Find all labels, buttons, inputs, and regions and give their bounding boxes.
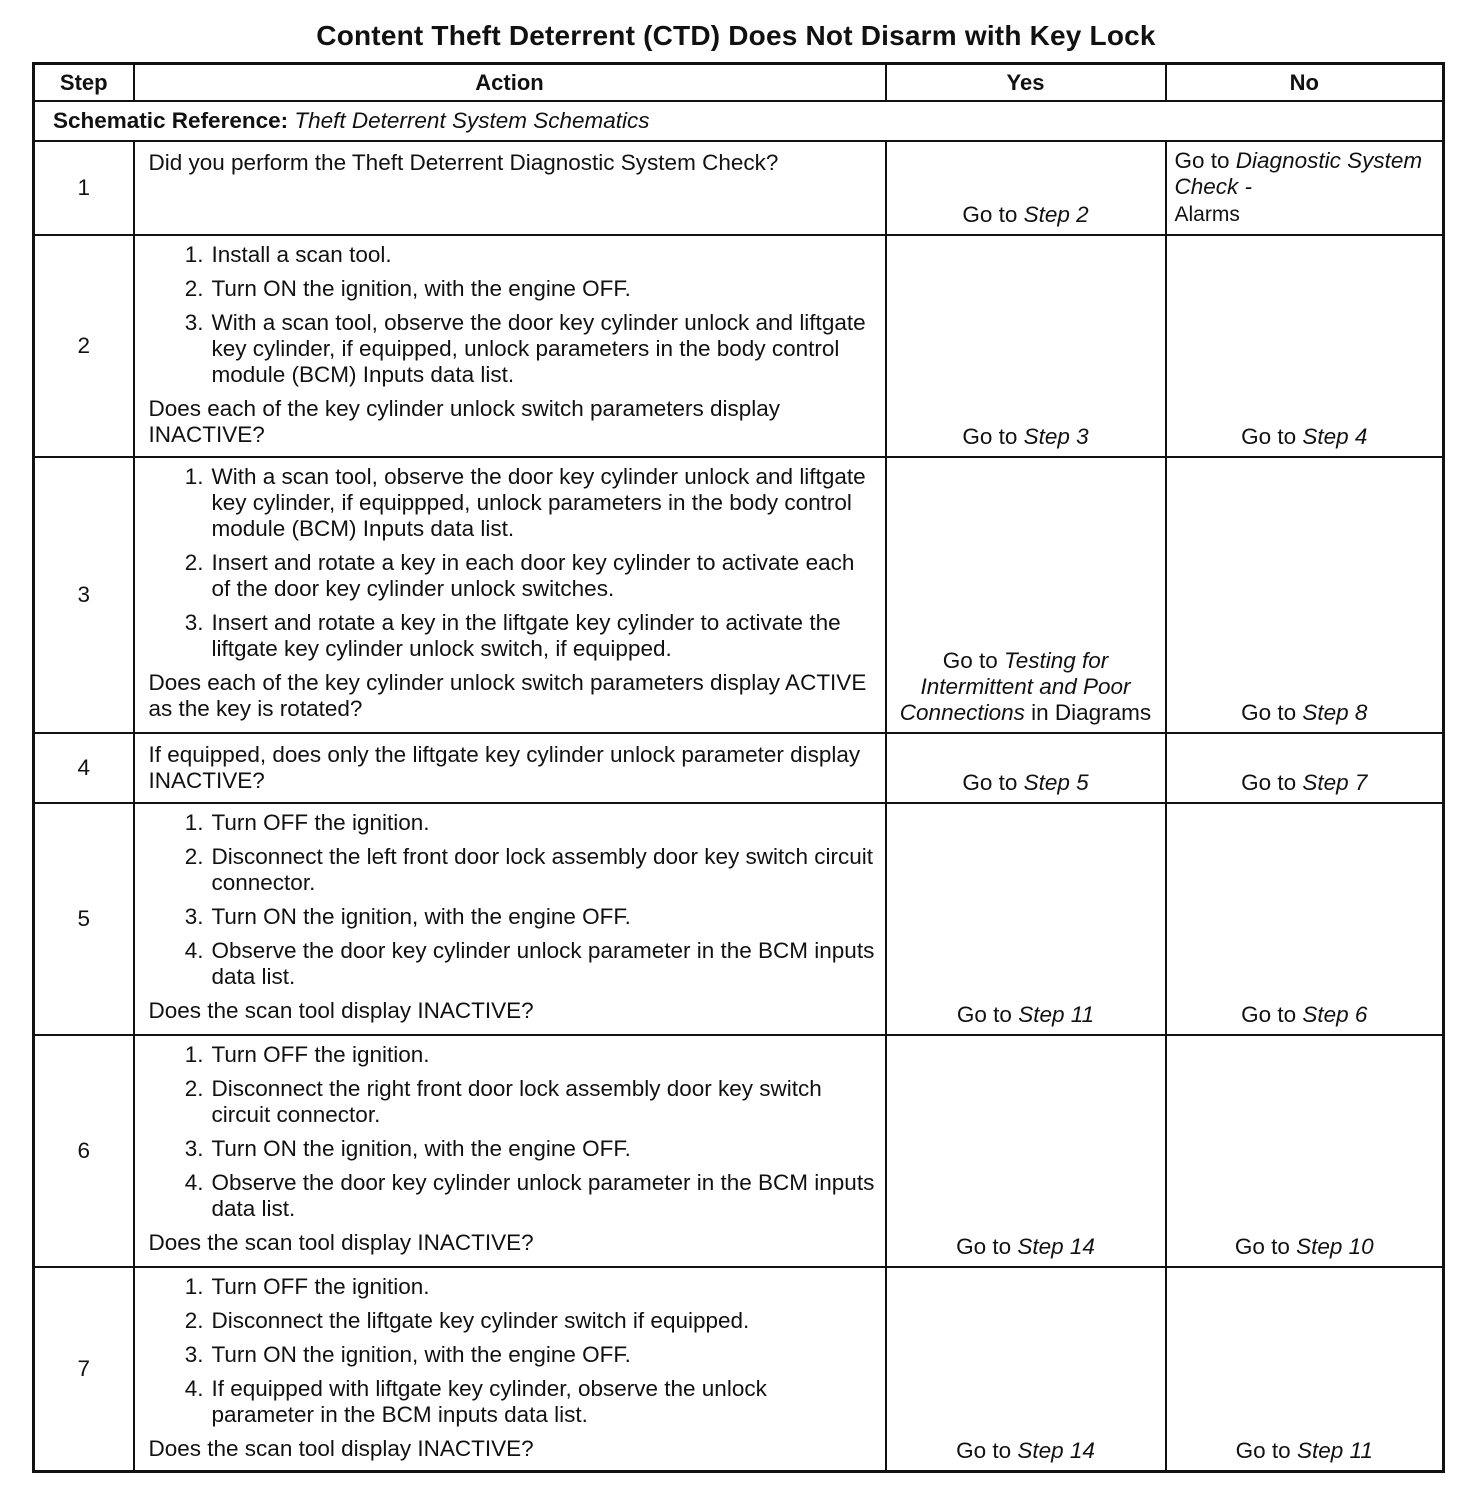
action-item-text: Observe the door key cylinder unlock parameter in the BCM inputs data list.: [211, 938, 875, 989]
step-row: [34, 1035, 1444, 1267]
schematic-reference: [34, 101, 1444, 141]
action-item-text: Turn ON the ignition, with the engine OFF.: [211, 276, 631, 301]
no-link[interactable]: Diagnostic System Check -: [1174, 148, 1423, 199]
action-item-number: 2.: [184, 1308, 204, 1333]
yes-link[interactable]: Step 14: [1017, 1438, 1095, 1463]
yes-prefix: Go to: [942, 648, 1005, 673]
diagnostic-table: [32, 62, 1445, 1473]
no-result: [1166, 733, 1444, 803]
action-item: [149, 1308, 875, 1334]
action-item-number: 2.: [184, 844, 204, 869]
action-item: [149, 810, 875, 836]
schematic-reference-label: Schematic Reference:: [53, 108, 289, 133]
action-item-text: Disconnect the left front door lock assembly door key switch circuit connector.: [211, 844, 874, 895]
action-item: [149, 1376, 875, 1428]
yes-link[interactable]: Testing for Intermittent and Poor Connections: [899, 648, 1131, 725]
yes-result: [886, 457, 1166, 733]
no-prefix: Go to: [1234, 1234, 1297, 1259]
action-item: [149, 844, 875, 896]
action-item-number: 2.: [184, 276, 204, 301]
no-prefix: Go to: [1174, 148, 1236, 173]
action-item: [149, 904, 875, 930]
action-item-number: 4.: [184, 1376, 204, 1401]
action-item: [149, 310, 875, 388]
action-item-number: 1.: [184, 810, 204, 835]
step-row: [34, 235, 1444, 457]
yes-prefix: Go to: [956, 1438, 1018, 1463]
action-item-number: 3.: [184, 310, 204, 335]
page-title: Content Theft Deterrent (CTD) Does Not Disarm with Key Lock: [316, 20, 1156, 51]
schematic-reference-row: [34, 101, 1444, 141]
step-action: [134, 1035, 886, 1267]
action-item-number: 3.: [184, 1342, 204, 1367]
step-question: Did you perform the Theft Deterrent Diagnostic System Check?: [148, 150, 779, 175]
no-prefix: Go to: [1241, 424, 1303, 449]
action-item: [149, 1274, 875, 1300]
action-item-text: Install a scan tool.: [211, 242, 392, 267]
yes-result: [886, 235, 1166, 457]
action-item: [149, 1076, 875, 1128]
yes-prefix: Go to: [962, 202, 1024, 227]
no-prefix: Go to: [1241, 770, 1303, 795]
step-number: 7: [34, 1267, 134, 1472]
step-number: 1: [34, 141, 134, 235]
action-item-number: 1.: [184, 464, 204, 489]
action-item-text: With a scan tool, observe the door key cylinder unlock and liftgate key cylinder, if equippped, unlock parameters in the body control module (BCM) Inputs data list.: [211, 464, 866, 541]
yes-suffix-doc: Diagrams: [1054, 700, 1152, 725]
yes-result: [886, 803, 1166, 1035]
yes-result: [886, 733, 1166, 803]
no-result: [1166, 1035, 1444, 1267]
no-link[interactable]: Step 10: [1296, 1234, 1374, 1259]
header-row: [34, 64, 1444, 102]
no-result-block: [1175, 148, 1435, 200]
action-item-text: Turn ON the ignition, with the engine OFF.: [211, 1136, 631, 1161]
yes-prefix: Go to: [962, 770, 1024, 795]
step-row: [34, 1267, 1444, 1472]
step-number: 3: [34, 457, 134, 733]
step-question: Does the scan tool display INACTIVE?: [148, 998, 534, 1023]
no-prefix: Go to: [1241, 700, 1303, 725]
step-action: [134, 235, 886, 457]
no-link[interactable]: Step 11: [1296, 1438, 1373, 1463]
action-item-number: 2.: [184, 1076, 204, 1101]
action-item-text: Turn OFF the ignition.: [211, 1274, 430, 1299]
step-action: [134, 457, 886, 733]
action-item: [149, 610, 875, 662]
action-item-number: 2.: [184, 550, 204, 575]
header-no: No: [1166, 64, 1444, 102]
yes-prefix: Go to: [962, 424, 1024, 449]
no-prefix: Go to: [1235, 1438, 1297, 1463]
header-step: Step: [34, 64, 134, 102]
no-link[interactable]: Step 6: [1302, 1002, 1368, 1027]
action-item-number: 4.: [184, 938, 204, 963]
yes-link[interactable]: Step 14: [1017, 1234, 1095, 1259]
action-item-text: Turn OFF the ignition.: [211, 810, 430, 835]
no-link[interactable]: Step 4: [1302, 424, 1368, 449]
no-result: [1166, 235, 1444, 457]
yes-result: [886, 1035, 1166, 1267]
action-item-text: Turn ON the ignition, with the engine OFF.: [211, 1342, 631, 1367]
action-item: [149, 1170, 875, 1222]
no-result: [1166, 141, 1444, 235]
action-item-text: Turn ON the ignition, with the engine OFF.: [211, 904, 631, 929]
step-number: 4: [34, 733, 134, 803]
no-suffix: Alarms: [1174, 203, 1240, 226]
step-row: [34, 733, 1444, 803]
action-item-number: 3.: [184, 1136, 204, 1161]
step-number: 2: [34, 235, 134, 457]
action-item-text: Turn OFF the ignition.: [211, 1042, 430, 1067]
step-question: Does each of the key cylinder unlock switch parameters display INACTIVE?: [148, 396, 781, 447]
action-item: [149, 464, 875, 542]
action-item: [149, 1342, 875, 1368]
action-item-number: 1.: [184, 1042, 204, 1067]
step-question: Does the scan tool display INACTIVE?: [148, 1230, 534, 1255]
step-number: 5: [34, 803, 134, 1035]
action-item-number: 4.: [184, 1170, 204, 1195]
action-item-text: Insert and rotate a key in the liftgate key cylinder to activate the liftgate key cylinder unlock switch, if equipped.: [211, 610, 841, 661]
action-item-number: 1.: [184, 1274, 204, 1299]
no-link[interactable]: Step 7: [1302, 770, 1368, 795]
action-item-text: If equipped with liftgate key cylinder, observe the unlock parameter in the BCM inputs data list.: [211, 1376, 767, 1427]
action-item: [149, 1136, 875, 1162]
action-item-text: Observe the door key cylinder unlock parameter in the BCM inputs data list.: [211, 1170, 875, 1221]
step-row: [34, 141, 1444, 235]
action-item: [149, 242, 875, 268]
action-item-text: With a scan tool, observe the door key cylinder unlock and liftgate key cylinder, if equipped, unlock parameters in the body control module (BCM) Inputs data list.: [211, 310, 866, 387]
yes-link[interactable]: Step 11: [1018, 1002, 1095, 1027]
step-question: Does the scan tool display INACTIVE?: [148, 1436, 534, 1461]
step-action: [134, 1267, 886, 1472]
step-action: [134, 803, 886, 1035]
header-yes: Yes: [886, 64, 1166, 102]
yes-link[interactable]: Step 2: [1023, 202, 1089, 227]
action-item: [149, 550, 875, 602]
action-item: [149, 1042, 875, 1068]
action-item: [149, 938, 875, 990]
action-item-number: 3.: [184, 610, 204, 635]
no-result: [1166, 803, 1444, 1035]
no-result: [1166, 1267, 1444, 1472]
action-item-number: 3.: [184, 904, 204, 929]
step-question: If equipped, does only the liftgate key cylinder unlock parameter display INACTIVE?: [148, 742, 861, 793]
yes-prefix: Go to: [956, 1234, 1018, 1259]
yes-prefix: Go to: [956, 1002, 1019, 1027]
no-result: [1166, 457, 1444, 733]
yes-result: [886, 141, 1166, 235]
yes-link[interactable]: Step 5: [1023, 770, 1089, 795]
action-item: [149, 276, 875, 302]
yes-suffix: in: [1024, 700, 1055, 725]
yes-result: [886, 1267, 1166, 1472]
action-item-text: Disconnect the liftgate key cylinder switch if equipped.: [211, 1308, 750, 1333]
step-action: [134, 733, 886, 803]
action-item-text: Disconnect the right front door lock assembly door key switch circuit connector.: [211, 1076, 822, 1127]
step-row: [34, 457, 1444, 733]
no-prefix: Go to: [1241, 1002, 1303, 1027]
step-row: [34, 803, 1444, 1035]
yes-link[interactable]: Step 3: [1023, 424, 1089, 449]
schematic-reference-link[interactable]: Theft Deterrent System Schematics: [294, 108, 650, 133]
step-number: 6: [34, 1035, 134, 1267]
no-link[interactable]: Step 8: [1302, 700, 1368, 725]
step-action: [134, 141, 886, 235]
header-action: Action: [134, 64, 886, 102]
action-item-number: 1.: [184, 242, 204, 267]
action-item-text: Insert and rotate a key in each door key cylinder to activate each of the door key cylinder unlock switches.: [211, 550, 855, 601]
step-question: Does each of the key cylinder unlock switch parameters display ACTIVE as the key is rotated?: [148, 670, 867, 721]
